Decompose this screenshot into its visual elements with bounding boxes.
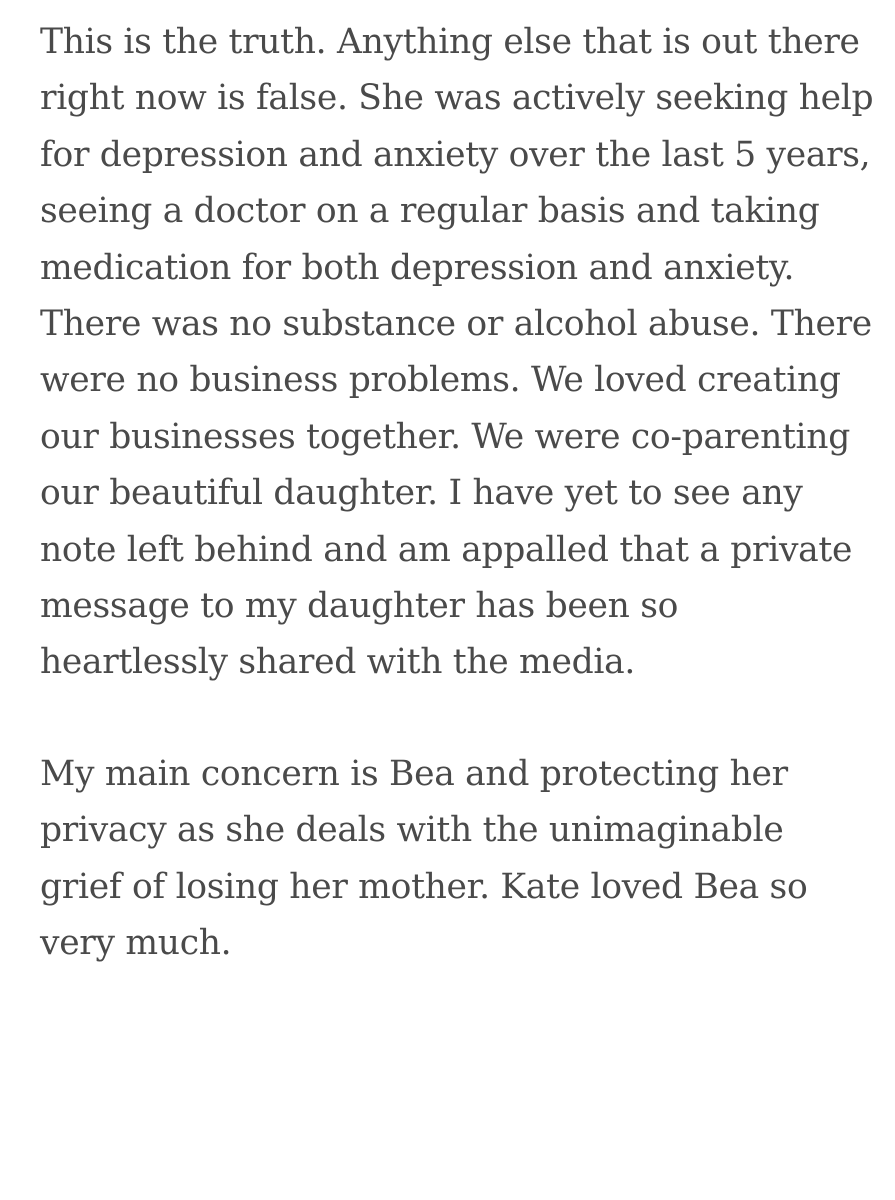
statement-paragraph-1: This is the truth. Anything else that is out there right now is false. She was actively seeking help for depression and anxiety over the last 5 years, seeing a doctor on a regular basis and taking medication for both depression and anxiety. There was no substance or alcohol abuse. There were no business problems. We loved creating our businesses together. We were co-parenting our beautiful daughter. I have yet to see any note left behind and am appalled that a private message to my daughter has been so heartlessly shared with the media. (40, 22, 874, 683)
statement-paragraph-2: My main concern is Bea and protecting her privacy as she deals with the unimaginable grief of losing her mother. Kate loved Bea so very much. (40, 753, 808, 964)
